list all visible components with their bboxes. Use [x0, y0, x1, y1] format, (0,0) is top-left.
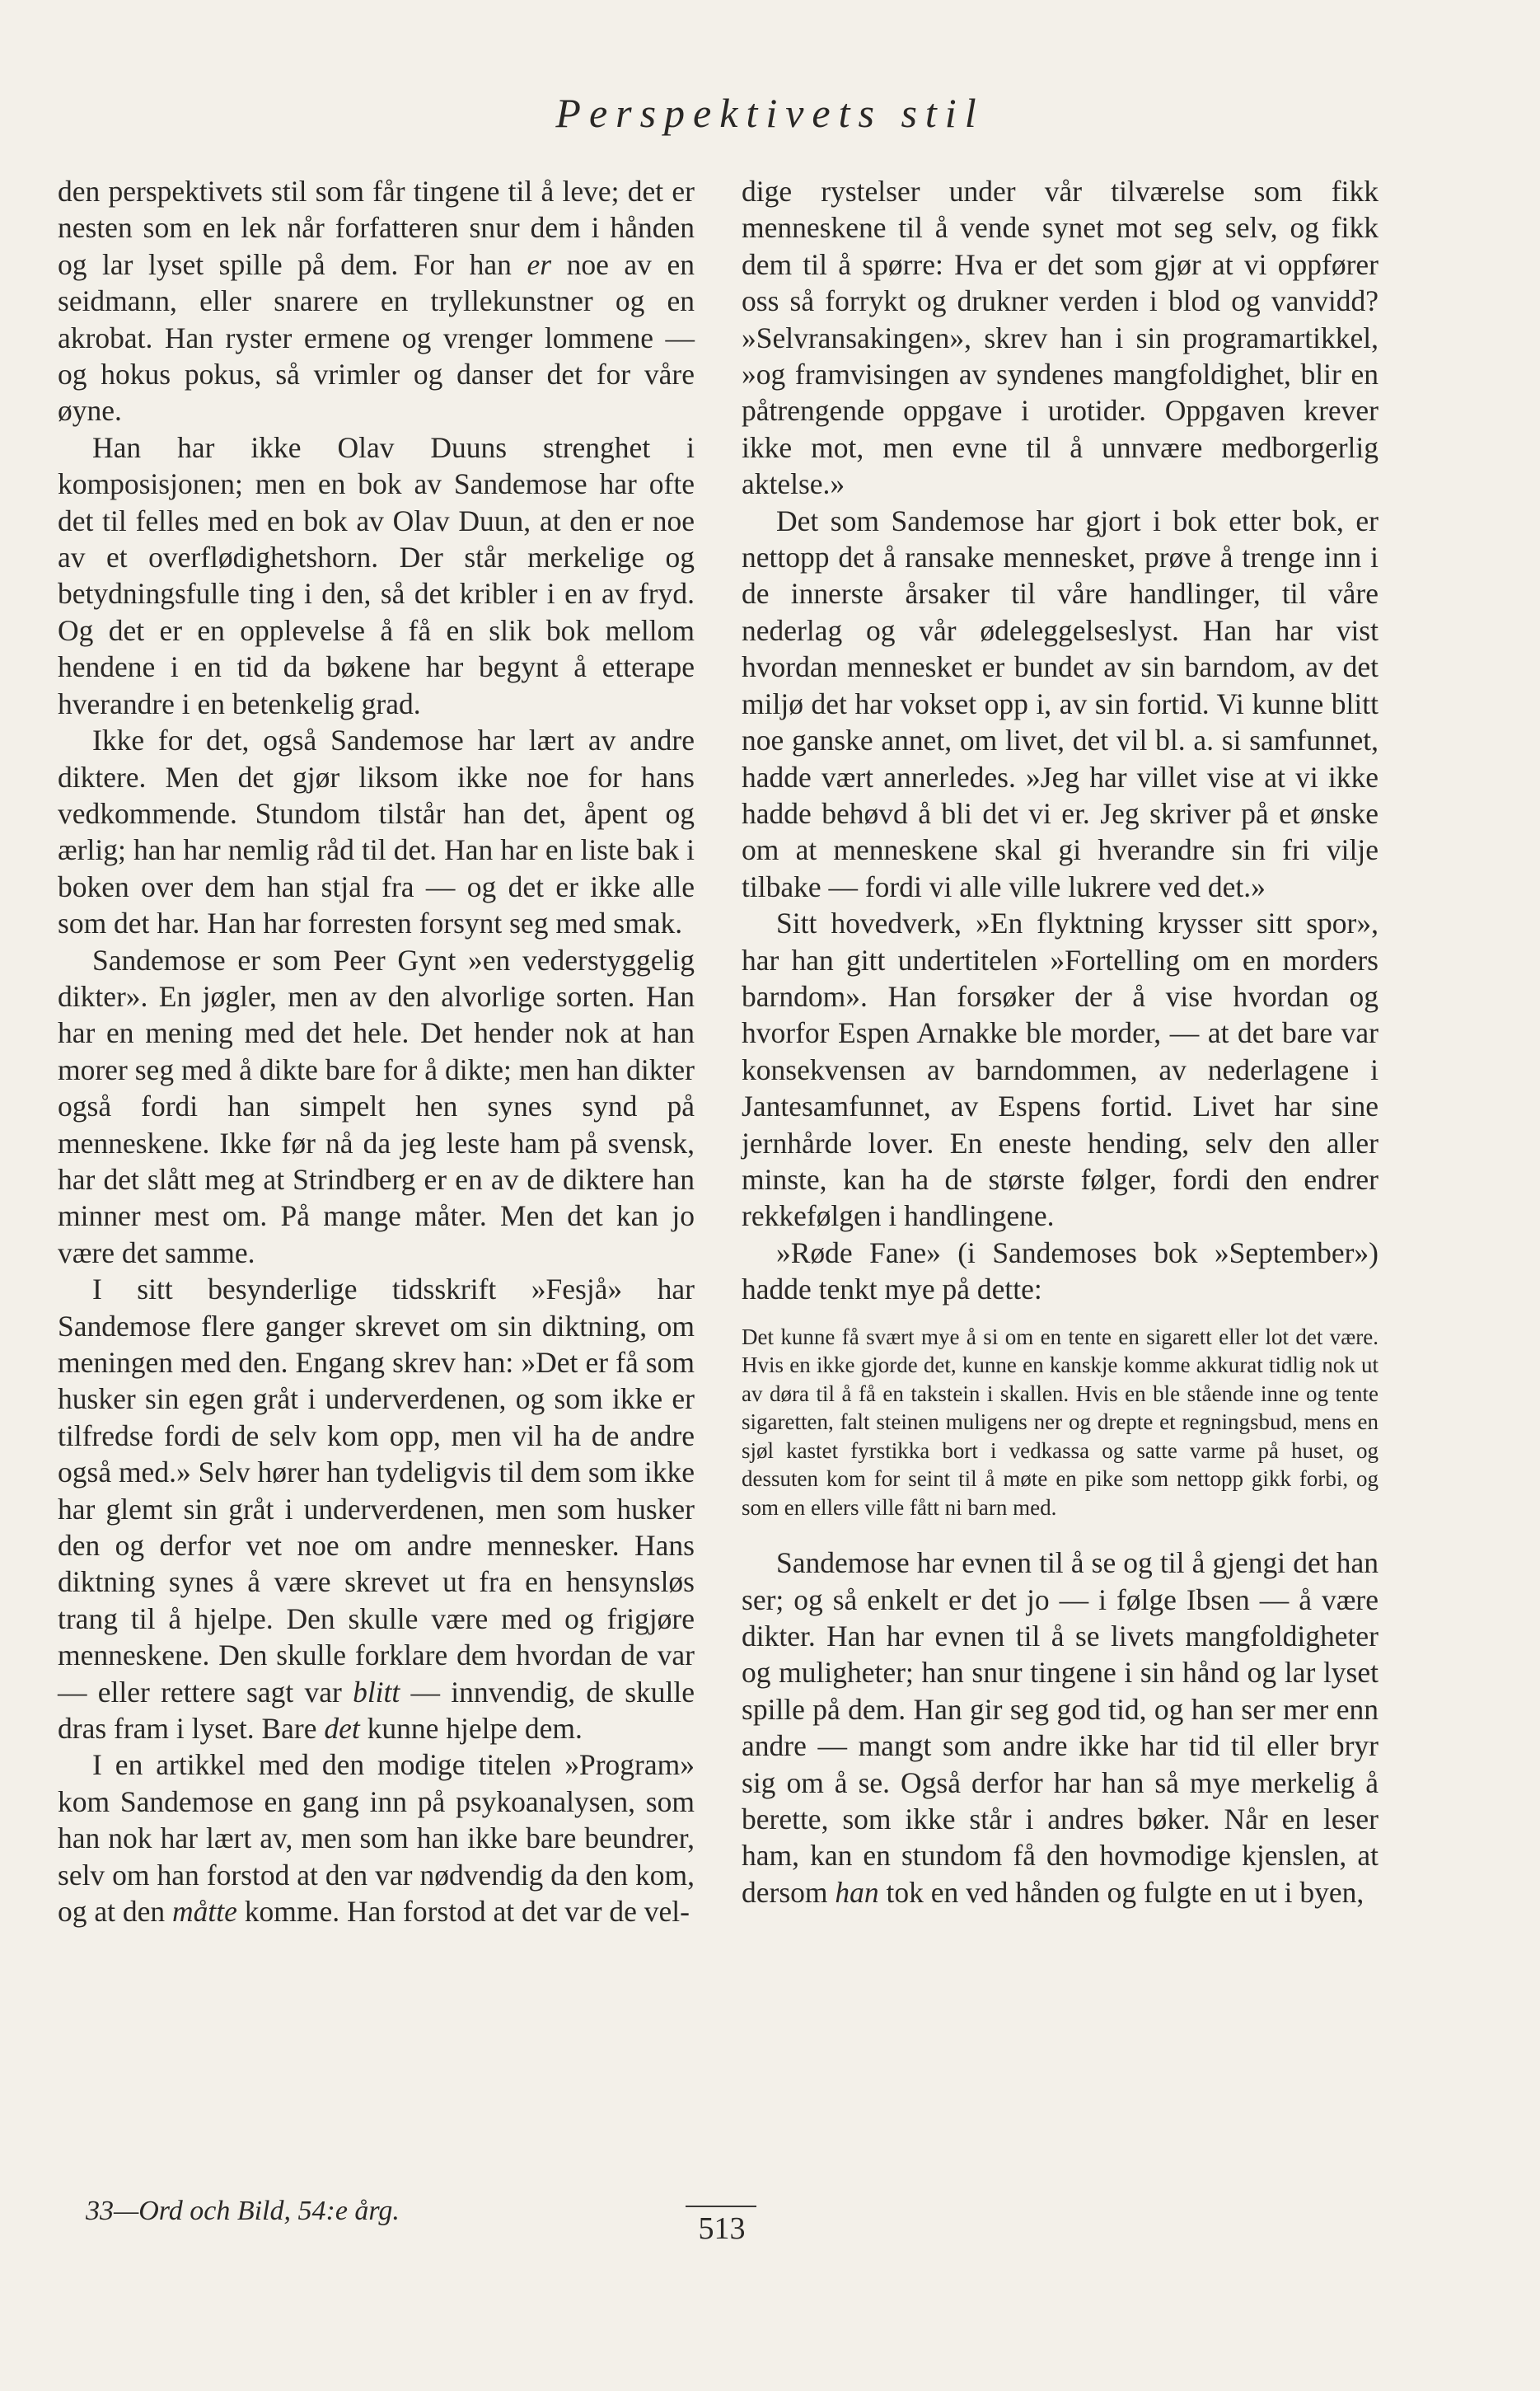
paragraph: »Røde Fane» (i Sandemoses bok »September») hadde tenkt mye på dette:: [742, 1235, 1379, 1306]
page-number: 513: [698, 2211, 746, 2246]
paragraph: [742, 1545, 1379, 1910]
paragraph: [58, 1271, 695, 1746]
left-column: [58, 173, 695, 1930]
paragraph: [58, 1746, 695, 1929]
text-run: komme. Han forstod at det var de vel-: [236, 1895, 690, 1929]
italic-word: er: [527, 247, 552, 281]
source-note: 33—Ord och Bild, 54:e årg.: [86, 2196, 400, 2226]
text-run: — innvendig, de skulle dras fram i lyset. Bare: [58, 1675, 695, 1746]
page-number-rule: [686, 2206, 756, 2207]
paragraph: Sitt hovedverk, »En flyktning krysser sitt spor», har han gitt undertitelen »Fortelling om en morders barndom». Han forsøker der å vise hvordan og hvorfor Espen Arnakke ble morder, — at det bare var konsekvensen av barndommen, av nederlagene i Jantesamfunnet, av Espens fortid. Livet har sine jernhårde lover. En eneste hending, selv den aller minste, kan ha de største følger, fordi den endrer rekkefølgen i handlingene.: [742, 907, 1379, 1233]
italic-word: måtte: [172, 1895, 237, 1929]
italic-word: det: [324, 1712, 360, 1746]
paragraph: Sandemose er som Peer Gynt »en vederstyggelig dikter». En jøgler, men av den alvorlige sorten. Han har en mening med det hele. Det hender nok at han morer seg med å dikte bare for å dikte; men han dikter også fordi han simpelt hen synes synd på menneskene. Ikke før nå da jeg leste ham på svensk, har det slått meg at Strindberg er en av de diktere han minner mest om. På mange måter. Men det kan jo være det samme.: [58, 943, 695, 1269]
text-run: I en artikkel med den modige titelen »Program» kom Sandemose en gang inn på psykoanalysen, som han nok har lært av, men som han ikke bare beundrer, selv om han forstod at den var nødvendig da den kom, og at den: [58, 1748, 695, 1929]
paragraph: dige rystelser under vår tilværelse som fikk menneskene til å vende synet mot seg selv, og fikk dem til å spørre: Hva er det som gjør at vi oppfører oss så forrykt og drukner verden i blod og vanvidd? »Selvransakingen», skrev han i sin programartikkel, »og framvisingen av syndenes mangfoldighet, blir en påtrengende oppgave i urotider. Oppgaven krever ikke mot, men evne til å unnvære medborgerlig aktelse.»: [742, 175, 1379, 501]
right-column: [742, 173, 1379, 1910]
paragraph: Det som Sandemose har gjort i bok etter bok, er nettopp det å ransake mennesket, prøve å trenge inn i de innerste årsaker til våre handlinger, til våre nederlag og vår ødeleggelseslyst. Han har vist hvordan mennesket er bundet av sin barndom, av det miljø det har vokset opp i, av sin fortid. Vi kunne blitt noe ganske annet, om livet, det vil bl. a. si samfunnet, hadde vært annerledes. »Jeg har villet vise at vi ikke hadde behøvd å bli det vi er. Jeg skriver på et ønske om at menneskene skal gi hverandre sin fri vilje tilbake — fordi vi alle ville lukrere ved det.»: [742, 504, 1379, 903]
running-title: Perspektivets stil: [555, 90, 985, 136]
paragraph: Han har ikke Olav Duuns strenghet i komposisjonen; men en bok av Sandemose har ofte det til felles med en bok av Olav Duun, at den er noe av et overflødighetshorn. Der står merkelige og betydningsfulle ting i den, så det kribler i en av fryd. Og det er en opplevelse å få en slik bok mellom hendene i en tid da bøkene har begynt å etterape hverandre i en betenkelig grad.: [58, 430, 695, 720]
paragraph: Ikke for det, også Sandemose har lært av andre diktere. Men det gjør liksom ikke noe for hans vedkommende. Stundom tilstår han det, åpent og ærlig; han har nemlig råd til det. Han har en liste bak i boken over dem han stjal fra — og det er ikke alle som det har. Han har forresten forsynt seg med smak.: [58, 724, 695, 940]
text-run: Sandemose har evnen til å se og til å gjengi det han ser; og så enkelt er det jo — i følge Ibsen — å være dikter. Han har evnen til å se livets mangfoldigheter og muligheter; han snur tingene i sin hånd og lar lyset spille på dem. Han gir seg god tid, og han ser mer enn andre — mangt som andre ikke har tid til eller bryr sig om å se. Også derfor har han så mye merkelig å berette, som ikke står i andres bøker. Når en leser ham, kan en stundom få den hovmodige kjenslen, at dersom: [742, 1546, 1379, 1909]
italic-word: blitt: [353, 1675, 400, 1709]
paragraph: [58, 173, 695, 429]
text-run: kunne hjelpe dem.: [359, 1712, 583, 1746]
block-quote: Det kunne få svært mye å si om en tente en sigarett eller lot det være. Hvis en ikke gjorde det, kunne en kanskje komme akkurat tidlig nok ut av døra til å få en takstein i skallen. Hvis en ble stående inne og tente sigaretten, falt steinen muligens ner og drepte et regningsbud, mens en sjøl kastet fyrstikka bort i vedkassa og satte varme på huset, og dessuten kom for seint til å møte en pike som nettopp gikk forbi, og som en ellers ville fått ni barn med.: [742, 1324, 1379, 1520]
text-run: tok en ved hånden og fulgte en ut i byen,: [878, 1875, 1364, 1909]
text-run: den perspektivets stil som får tingene til å leve; det er nesten som en lek når forfatteren snur dem i hånden og lar lyset spille på dem. For han: [58, 175, 695, 281]
italic-word: han: [835, 1875, 879, 1909]
text-run: I sitt besynderlige tidsskrift »Fesjå» har Sandemose flere ganger skrevet om sin diktning, om meningen med den. Engang skrev han: »Det er få som husker sin egen gråt i underverdenen, og som ikke er tilfredse fordi de selv kom opp, men vil ha de andre også med.» Selv hører han tydeligvis til dem som ikke har glemt sin gråt i underverdenen, men som husker den og derfor vet noe om andre mennesker. Hans diktning synes å være skrevet ut fra en hensynsløs trang til å hjelpe. Den skulle være med og frigjøre menneskene. Den skulle forklare dem hvordan de var — eller rettere sagt var: [58, 1273, 695, 1709]
text-run: noe av en seidmann, eller snarere en tryllekunstner og en akrobat. Han ryster ermene og vrenger lommene — og hokus pokus, så vrimler og danser det for våre øyne.: [58, 247, 695, 428]
